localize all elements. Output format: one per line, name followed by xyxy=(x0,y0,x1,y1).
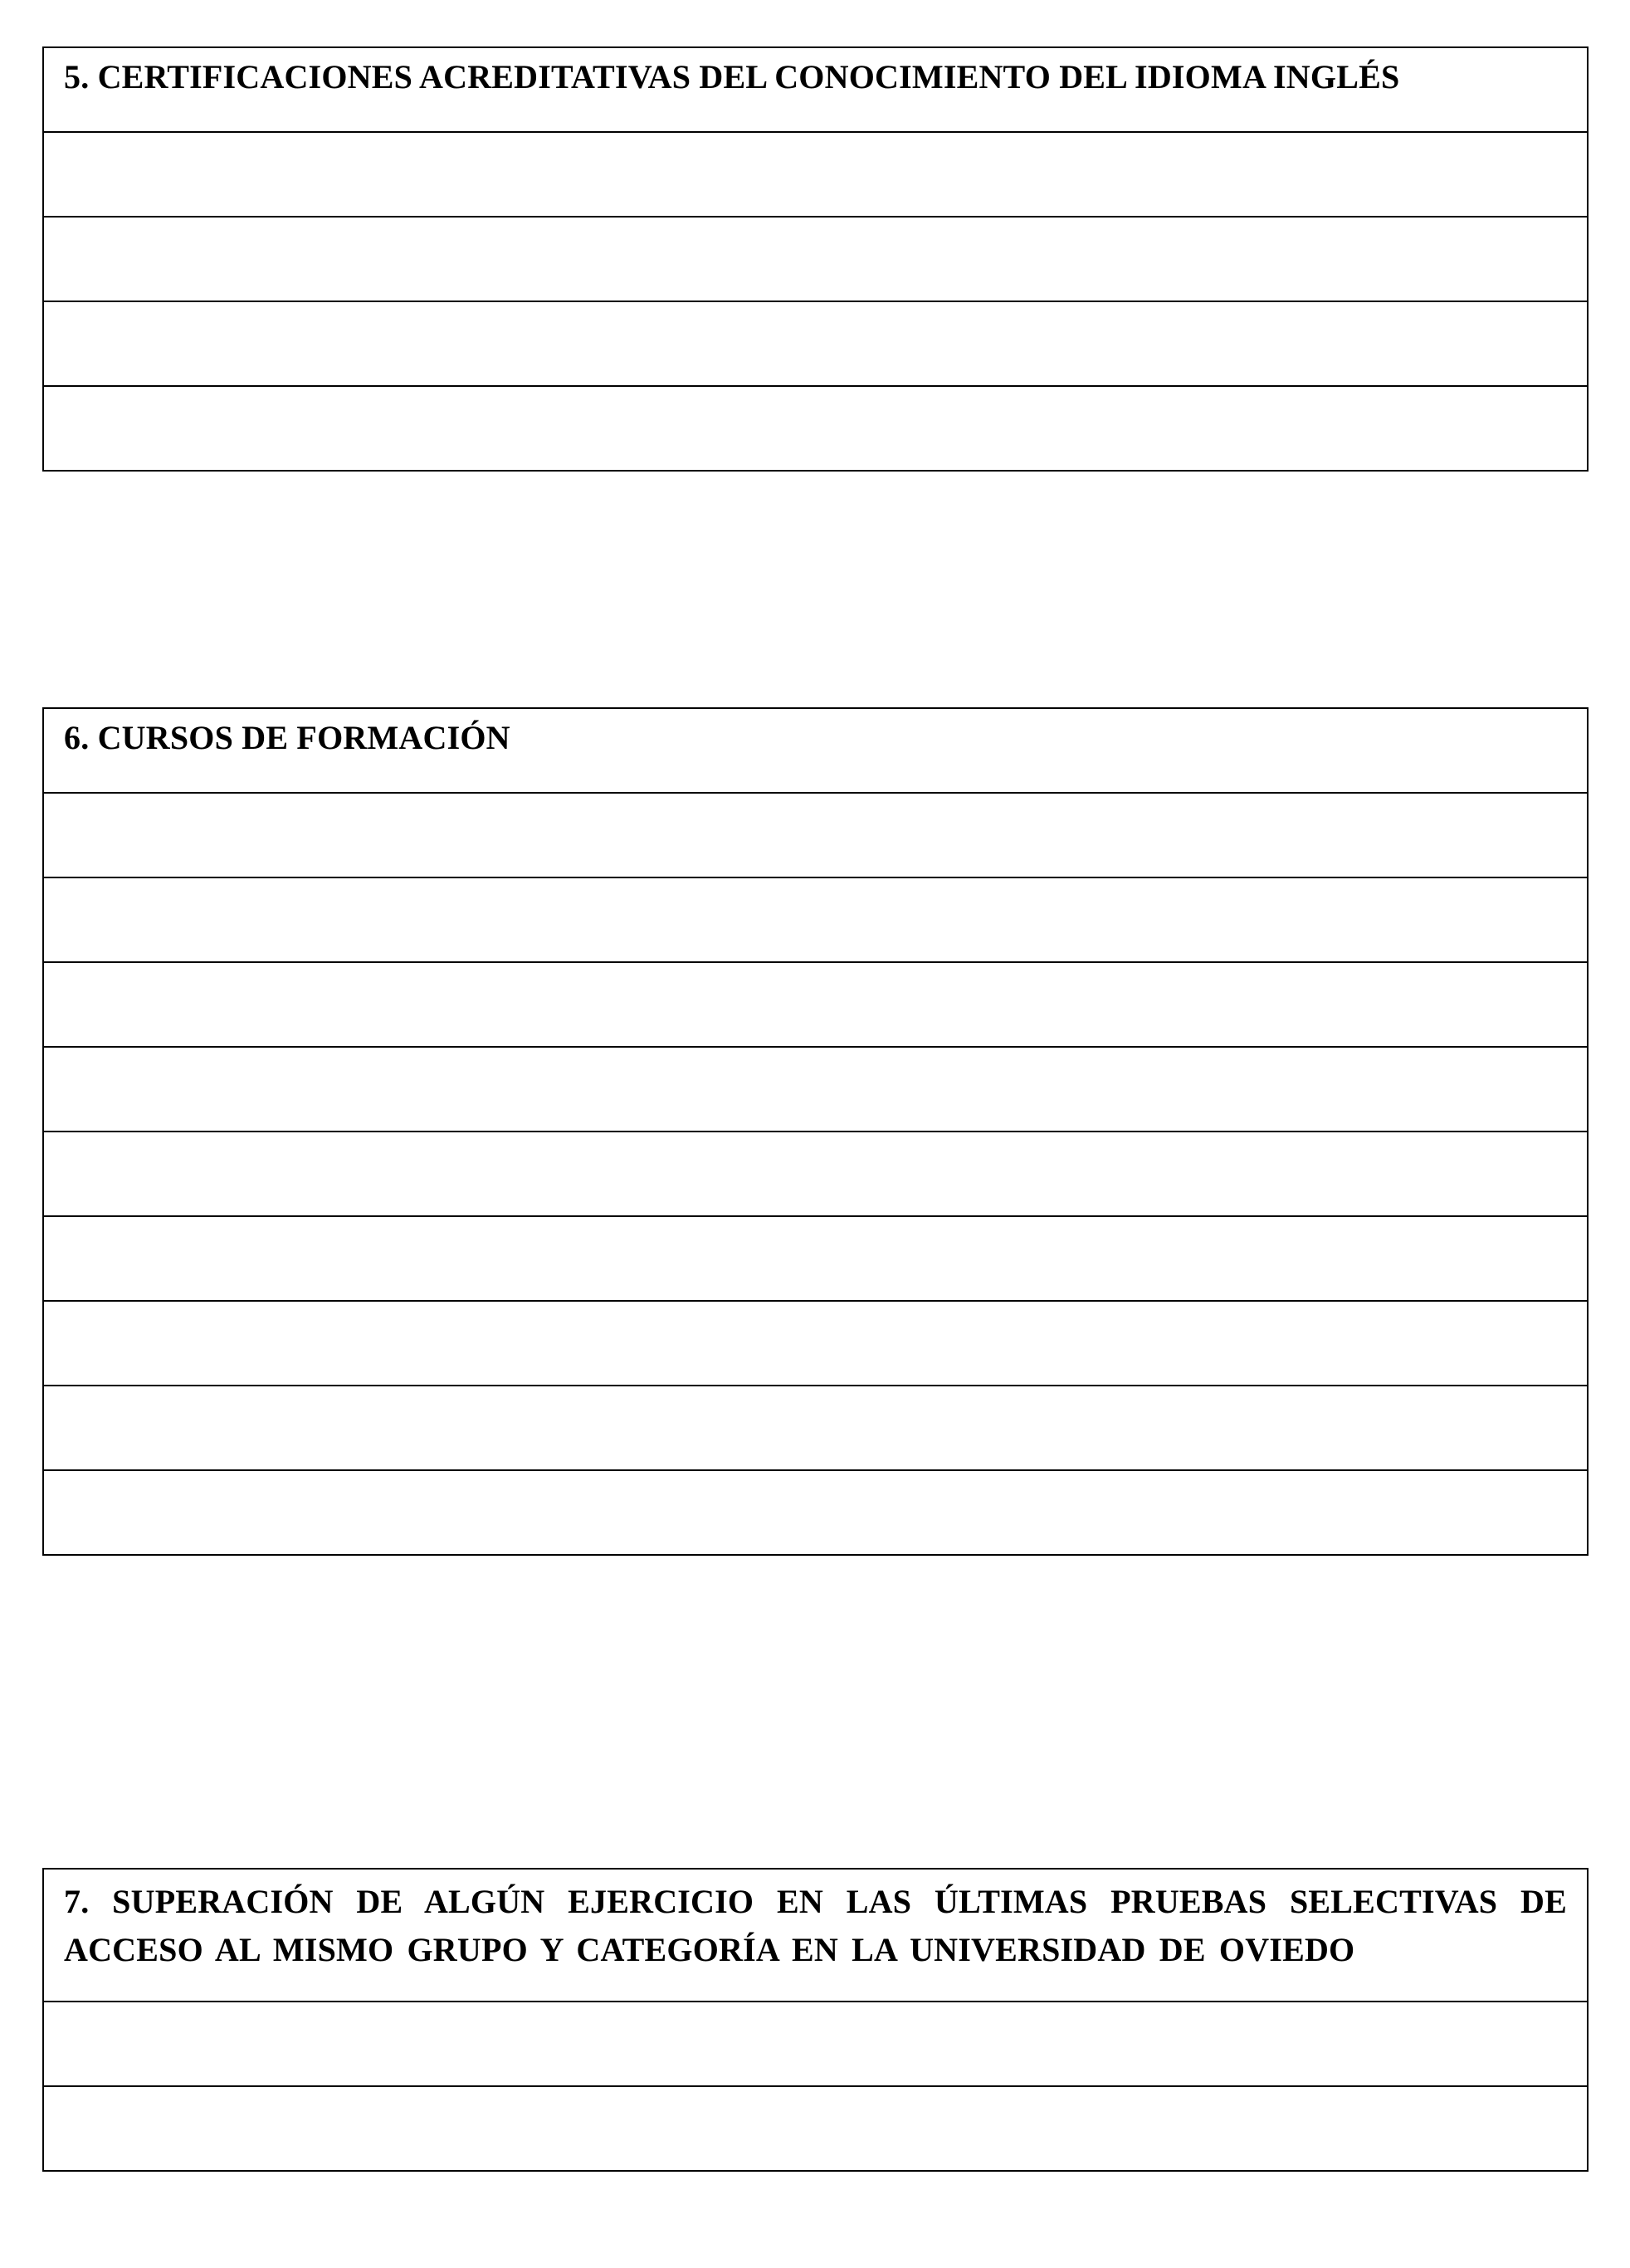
section-5-title-text: 5. CERTIFICACIONES ACREDITATIVAS DEL CONOCIMIENTO DEL IDIOMA INGLÉS xyxy=(64,58,1400,95)
section-5-table xyxy=(42,46,1589,472)
section-5-entry-cell[interactable] xyxy=(43,386,1588,471)
section-5-entry-row xyxy=(43,301,1588,386)
section-7-entry-row xyxy=(43,2002,1588,2086)
section-6-table xyxy=(42,707,1589,1556)
section-6-entry-cell[interactable] xyxy=(43,1132,1588,1216)
section-5-entry-row xyxy=(43,217,1588,301)
section-6-entry-row xyxy=(43,877,1588,962)
section-6-entry-cell[interactable] xyxy=(43,1047,1588,1132)
section-6-entry-row xyxy=(43,1301,1588,1386)
section-5-header-row xyxy=(43,47,1588,132)
section-7-entry-cell[interactable] xyxy=(43,2086,1588,2171)
section-6-entry-row xyxy=(43,1132,1588,1216)
section-6-entry-cell[interactable] xyxy=(43,1216,1588,1301)
section-5-entry-cell[interactable] xyxy=(43,132,1588,217)
section-6-entry-row xyxy=(43,1216,1588,1301)
section-5-entry-cell[interactable] xyxy=(43,301,1588,386)
section-6-entry-cell[interactable] xyxy=(43,793,1588,877)
section-7-title xyxy=(43,1869,1588,2002)
section-5-entry-row xyxy=(43,386,1588,471)
section-7-header-row xyxy=(43,1869,1588,2002)
section-6-entry-row xyxy=(43,1047,1588,1132)
section-6-entry-row xyxy=(43,793,1588,877)
section-6-title xyxy=(43,708,1588,793)
section-7-table xyxy=(42,1868,1589,2172)
section-6-entry-cell[interactable] xyxy=(43,1470,1588,1555)
section-6-entry-row xyxy=(43,962,1588,1047)
section-6-entry-cell[interactable] xyxy=(43,1386,1588,1470)
section-6-entry-cell[interactable] xyxy=(43,962,1588,1047)
section-5-entry-row xyxy=(43,132,1588,217)
section-5-title xyxy=(43,47,1588,132)
section-6-header-row xyxy=(43,708,1588,793)
section-5-entry-cell[interactable] xyxy=(43,217,1588,301)
section-7-title-text: 7. SUPERACIÓN DE ALGÚN EJERCICIO EN LAS ÚLTIMAS PRUEBAS SELECTIVAS DE ACCESO AL MISMO GRUPO Y CATEGORÍA EN LA UNIVERSIDAD DE OVIEDO xyxy=(64,1883,1567,1968)
section-6-entry-cell[interactable] xyxy=(43,877,1588,962)
section-7-entry-cell[interactable] xyxy=(43,2002,1588,2086)
section-6-entry-cell[interactable] xyxy=(43,1301,1588,1386)
section-6-entry-row xyxy=(43,1386,1588,1470)
section-7-entry-row xyxy=(43,2086,1588,2171)
section-6-entry-row xyxy=(43,1470,1588,1555)
section-6-title-text: 6. CURSOS DE FORMACIÓN xyxy=(64,719,510,756)
